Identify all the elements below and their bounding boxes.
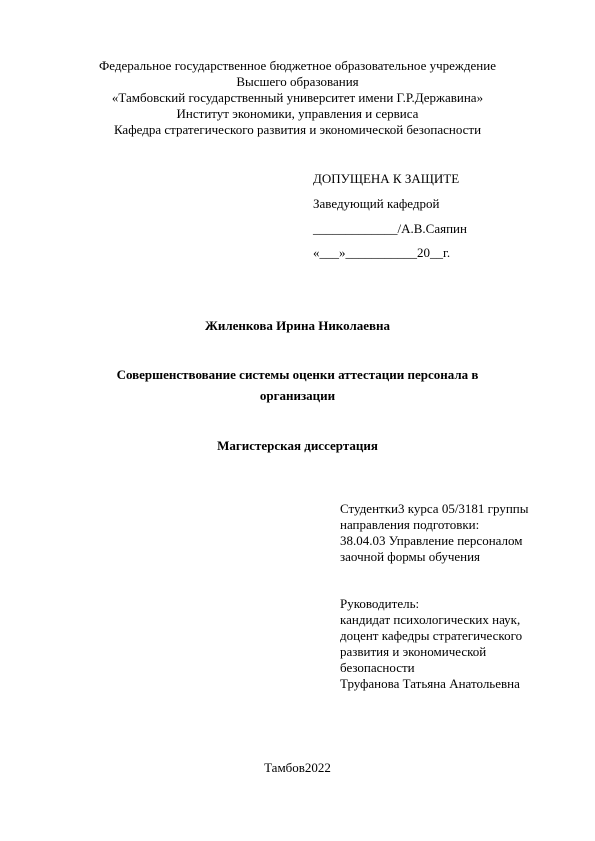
header-line-3: «Тамбовский государственный университет имени Г.Р.Державина» (111, 90, 484, 105)
work-type: Магистерская диссертация (217, 438, 378, 453)
city-year: Тамбов2022 (264, 760, 331, 775)
approval-signature: _____________/А.В.Саяпин (313, 221, 467, 236)
approval-date: «___»___________20__г. (313, 245, 451, 260)
header-line-4: Институт экономики, управления и сервиса (176, 106, 419, 121)
student-line-3: 38.04.03 Управление персоналом (340, 533, 523, 548)
author-name: Жиленкова Ирина Николаевна (204, 318, 391, 333)
supervisor-line-5: безопасности (340, 660, 415, 675)
header-line-1: Федеральное государственное бюджетное образовательное учреждение (99, 58, 496, 73)
supervisor-line-1: Руководитель: (340, 596, 420, 611)
supervisor-line-6: Труфанова Татьяна Анатольевна (340, 676, 520, 691)
supervisor-line-3: доцент кафедры стратегического (340, 628, 523, 643)
student-line-4: заочной формы обучения (340, 549, 481, 564)
thesis-title-line-1: Совершенствование системы оценки аттестации персонала в (116, 367, 479, 382)
supervisor-line-4: развития и экономической (340, 644, 487, 659)
approval-title: ДОПУЩЕНА К ЗАЩИТЕ (313, 171, 460, 186)
student-line-2: направления подготовки: (340, 517, 480, 532)
header-line-5: Кафедра стратегического развития и экономической безопасности (113, 122, 482, 137)
header-line-2: Высшего образования (236, 74, 359, 89)
student-line-1: Студентки3 курса 05/3181 группы (340, 501, 529, 516)
supervisor-line-2: кандидат психологических наук, (340, 612, 521, 627)
approval-position: Заведующий кафедрой (313, 196, 440, 211)
thesis-title-line-2: организации (259, 388, 336, 403)
